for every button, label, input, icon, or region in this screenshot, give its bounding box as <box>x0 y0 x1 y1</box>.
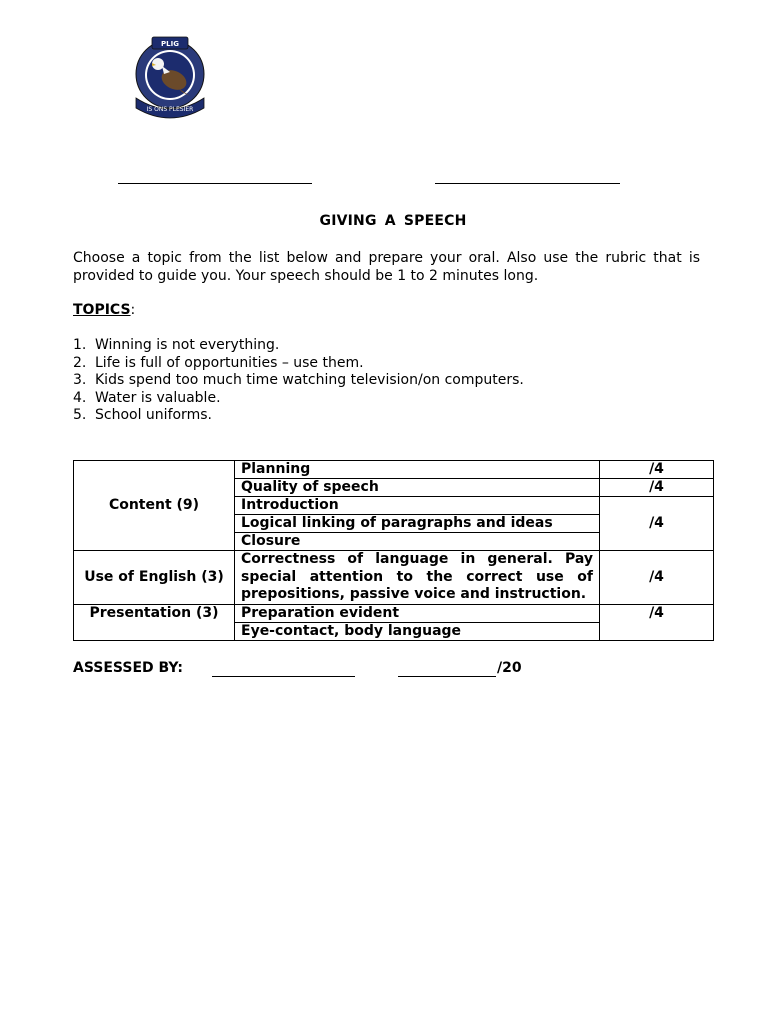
topics-heading <box>73 302 135 318</box>
mark-cell: /4 <box>600 461 714 479</box>
category-presentation: Presentation (3) <box>74 604 235 640</box>
table-row <box>74 461 714 479</box>
topic-number: 4. <box>73 389 87 406</box>
criterion-cell: Eye-contact, body language <box>235 622 600 640</box>
topic-text: Kids spend too much time watching television/on computers. <box>95 372 524 389</box>
table-row <box>74 551 714 605</box>
criterion-cell: Correctness of language in general. Pay special attention to the correct use of prepositions, passive voice and instruction. <box>235 551 600 605</box>
topic-number: 5. <box>73 407 87 424</box>
page-title: GIVING A SPEECH <box>319 213 467 229</box>
list-item <box>73 407 524 425</box>
criterion-cell: Quality of speech <box>235 479 600 497</box>
criterion-cell: Closure <box>235 533 600 551</box>
topic-text: Winning is not everything. <box>95 337 280 353</box>
topic-text: School uniforms. <box>95 407 212 424</box>
category-content: Content (9) <box>74 461 235 551</box>
class-line <box>435 183 620 184</box>
total-score-label: /20 <box>497 660 522 676</box>
list-item <box>73 390 524 408</box>
mark-cell: /4 <box>600 551 714 605</box>
list-item <box>73 372 524 390</box>
mark-cell: /4 <box>600 604 714 640</box>
criterion-cell: Introduction <box>235 497 600 515</box>
svg-text:IS ONS PLESIER: IS ONS PLESIER <box>146 106 194 113</box>
name-line <box>118 183 312 184</box>
instructions-paragraph: Choose a topic from the list below and prepare your oral. Also use the rubric that is provided to guide you. Your speech should be 1 to 2 minutes long. <box>73 250 700 284</box>
mark-cell: /4 <box>600 479 714 497</box>
table-row <box>74 604 714 622</box>
rubric-table <box>73 460 714 641</box>
criterion-cell: Preparation evident <box>235 604 600 622</box>
topics-heading-colon: : <box>130 302 136 318</box>
assessor-line <box>212 676 355 677</box>
mark-cell: /4 <box>600 497 714 551</box>
list-item <box>73 337 524 355</box>
topic-number: 1. <box>73 337 87 353</box>
topic-number: 2. <box>73 354 87 371</box>
assessed-by-label: ASSESSED BY: <box>73 660 183 676</box>
category-use-of-english: Use of English (3) <box>74 551 235 605</box>
topics-list <box>73 337 524 425</box>
criterion-cell: Planning <box>235 461 600 479</box>
total-score-line <box>398 676 496 677</box>
topic-text: Life is full of opportunities – use them. <box>95 354 364 371</box>
criterion-cell: Logical linking of paragraphs and ideas <box>235 515 600 533</box>
topic-number: 3. <box>73 372 87 389</box>
svg-text:PLIG: PLIG <box>161 40 179 48</box>
school-crest-logo <box>118 28 222 124</box>
topics-heading-text: TOPICS <box>73 302 131 318</box>
list-item <box>73 355 524 373</box>
topic-text: Water is valuable. <box>95 389 221 406</box>
